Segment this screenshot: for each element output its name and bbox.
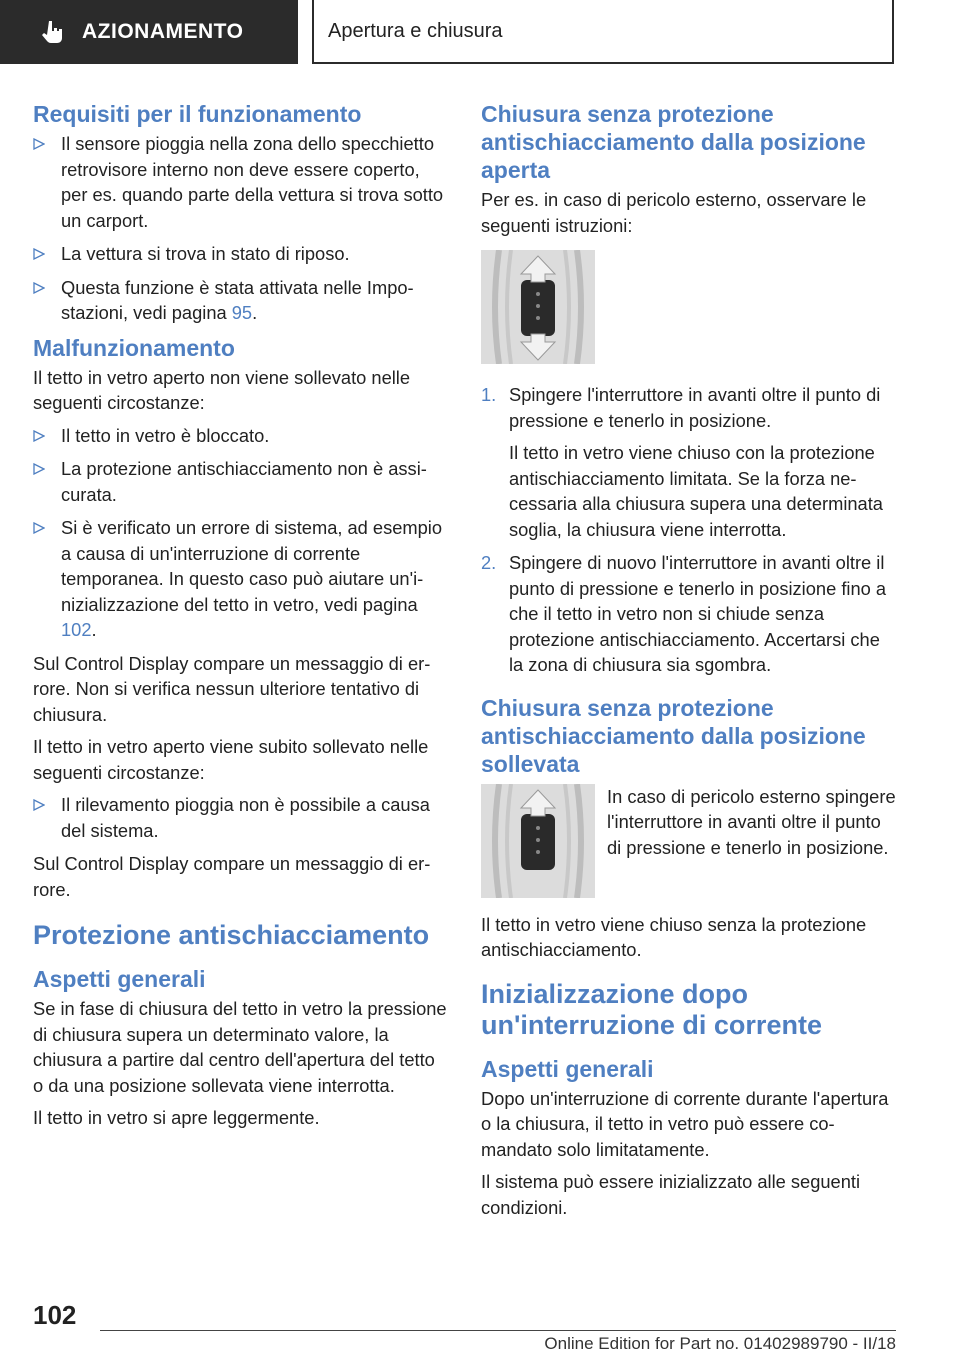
page-link-95[interactable]: 95 [231, 302, 253, 323]
paragraph: Se in fase di chiusura del tetto in vetro la pressione di chiusura supera un determinato valore, la chiusura a partire dal centro dell'apertura del tetto o da una posizione sollevata viene interrotta. [33, 998, 447, 1096]
switch-image [481, 250, 595, 364]
paragraph: In caso di pericolo esterno spingere l'interruttore in avanti oltre il punto di pressione e tenerlo in posizione. [607, 785, 896, 858]
heading-anti-pinch: Protezione antischiacciamento [33, 920, 430, 950]
list-item-text: Si è verificato un errore di sistema, ad esempio a causa di un'interruzione di corrente temporanea. In questo caso può aiutare un'inizializzazione del tetto in vetro, vedi pagina [61, 517, 443, 615]
list-item: Si è verificato un errore di sistema, ad esempio a causa di un'interruzione di corrente temporanea. In questo caso può aiutare un'inizializzazione del tetto in vetro, vedi pagina 102. [33, 515, 448, 643]
triangle-right-icon [33, 282, 45, 294]
chapter-label: Apertura e chiusura [328, 19, 503, 42]
section-label: AZIONAMENTO [82, 20, 244, 43]
list-item-text: La protezione antischiacciamento non è assicurata. [61, 458, 427, 505]
paragraph: Sul Control Display compare un messaggio di errore. Non si verifica nessun ulteriore tentativo di chiusura. [33, 652, 431, 725]
footer-edition: Online Edition for Part no. 01402989790 - II/18 [544, 1334, 896, 1353]
list-item [481, 550, 896, 678]
triangle-right-icon [33, 138, 45, 150]
triangle-right-icon [33, 799, 45, 811]
page-header [0, 0, 960, 66]
list-item [33, 423, 448, 449]
page-link-102[interactable]: 102 [61, 619, 92, 640]
step-number: 2. [481, 552, 497, 573]
list-item-text: La vettura si trova in stato di riposo. [61, 243, 350, 264]
list-item [33, 456, 448, 507]
malfunction-list [33, 423, 448, 643]
paragraph: Il sistema può essere inizializzato alle seguenti condizioni. [481, 1171, 861, 1218]
paragraph: Sul Control Display compare un messaggio di errore. [33, 853, 431, 900]
paragraph: Il tetto in vetro aperto non viene sollevato nelle seguenti circostanze: [33, 366, 411, 413]
section-tab [0, 0, 298, 64]
left-column [33, 100, 448, 1138]
triangle-right-icon [33, 463, 45, 475]
step-text: Spingere l'interruttore in avanti oltre il punto di pressione e tenerlo in posizione. [509, 384, 881, 431]
list-item-text: Il sensore pioggia nella zona dello specchietto retrovisore interno non deve essere coperto, per es. quando parte della vettura si trova sotto un carport. [61, 133, 444, 231]
steps-list [481, 382, 896, 678]
step-text: Spingere di nuovo l'interruttore in avanti oltre il punto di pressione e tenerlo in posizione fino a che il tetto in vetro non si chiude senza protezione antischiacciamento. Accertarsi che la zona di chiusura sia sgombra. [509, 552, 887, 675]
hand-pointer-icon [40, 19, 66, 45]
list-item [33, 241, 448, 267]
right-column [481, 100, 896, 1227]
chapter-tab [312, 0, 894, 64]
requirements-list [33, 131, 448, 326]
page-number: 102 [33, 1300, 77, 1330]
heading-close-raised: Chiusura senza protezione antischiacciamento dalla posizione sollevata [481, 694, 866, 777]
roof-switch-illustration [481, 784, 595, 898]
list-item [481, 382, 896, 542]
list-item: Questa funzione è stata attivata nelle Impostazioni, vedi pagina 95. [33, 275, 448, 326]
step-subtext: Il tetto in vetro viene chiuso con la protezione antischiacciamento limitata. Se la forza necessaria alla chiusura supera una determinata soglia, la chiusura viene interrotta. [509, 442, 883, 540]
list-item [33, 792, 448, 843]
step-number: 1. [481, 384, 497, 405]
footer-divider [100, 1330, 896, 1331]
paragraph: Il tetto in vetro viene chiuso senza la protezione antischiacciamento. [481, 913, 867, 960]
paragraph: Il tetto in vetro aperto viene subito sollevato nelle seguenti circostanze: [33, 736, 429, 783]
paragraph: Dopo un'interruzione di corrente durante l'apertura o la chiusura, il tetto in vetro può essere comandato solo limitatamente. [481, 1087, 889, 1160]
triangle-right-icon [33, 248, 45, 260]
triangle-right-icon [33, 522, 45, 534]
paragraph: Per es. in caso di pericolo esterno, osservare le seguenti istruzioni: [481, 189, 867, 236]
triangle-right-icon [33, 430, 45, 442]
list-item [33, 131, 448, 233]
paragraph: Il tetto in vetro si apre leggermente. [33, 1107, 320, 1128]
list-item-text: Il rilevamento pioggia non è possibile a causa del sistema. [61, 794, 430, 841]
heading-init: Inizializzazione dopo un'interruzione di corrente [481, 978, 822, 1040]
heading-malfunction: Malfunzionamento [33, 334, 235, 361]
switch-image [481, 784, 595, 898]
malfunction-list-2 [33, 792, 448, 843]
list-item-text: Il tetto in vetro è bloccato. [61, 424, 270, 446]
heading-general: Aspetti generali [33, 966, 206, 992]
heading-general-2: Aspetti generali [481, 1055, 654, 1082]
raised-row [481, 784, 896, 898]
roof-switch-illustration [481, 250, 595, 364]
list-item-text: Questa funzione è stata attivata nelle Impostazioni, vedi pagina [61, 276, 414, 323]
heading-close-open: Chiusura senza protezione antischiacciamento dalla posizione aperta [481, 101, 866, 183]
heading-requirements: Requisiti per il funzionamento [33, 101, 362, 127]
